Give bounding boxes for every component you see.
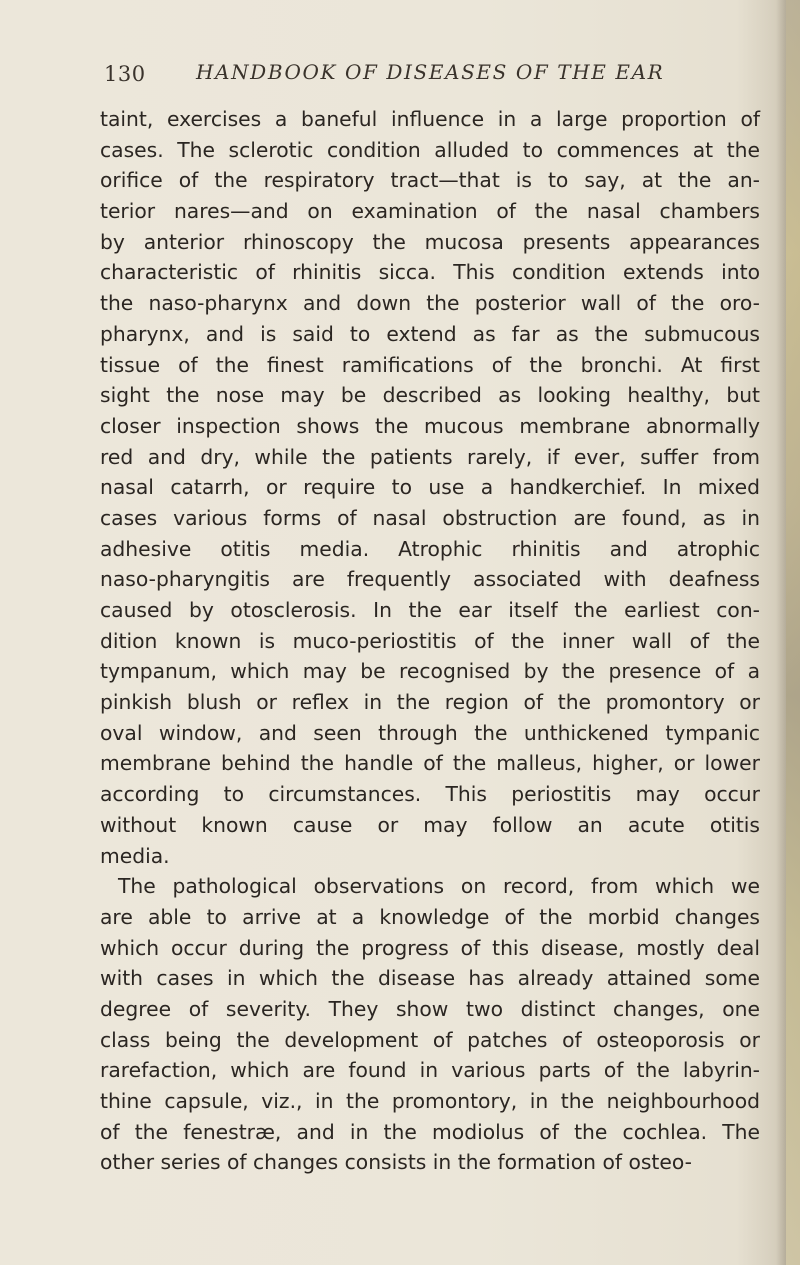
text-line: tissue of the finest ramifications of the bronchi. At first	[100, 352, 760, 377]
text-line: other series of changes consists in the formation of osteo-	[100, 1150, 692, 1175]
text-line: caused by otosclerosis. In the ear itself the earliest con-	[100, 598, 760, 622]
text-line: with cases in which the disease has already attained some	[100, 966, 760, 991]
text-line: orifice of the respiratory tract—that is to say, at the an-	[100, 168, 760, 193]
text-line: cases various forms of nasal obstruction are found, as in	[100, 505, 760, 530]
text-line: class being the development of patches of osteoporosis or	[100, 1027, 760, 1052]
text-line: adhesive otitis media. Atrophic rhinitis and atrophic	[100, 536, 760, 561]
page-gutter-shadow	[776, 0, 786, 1265]
text-line: characteristic of rhinitis sicca. This condition extends into	[100, 260, 760, 285]
text-line: are able to arrive at a knowledge of the morbid changes	[100, 904, 760, 929]
text-line: oval window, and seen through the unthickened tympanic	[100, 720, 760, 745]
text-line: according to circumstances. This periostitis may occur	[100, 782, 760, 807]
page-edge	[786, 0, 800, 1265]
text-line: which occur during the progress of this disease, mostly deal	[100, 935, 760, 960]
text-line: of the fenestræ, and in the modiolus of the cochlea. The	[100, 1119, 760, 1144]
text-line: rarefaction, which are found in various parts of the labyrin-	[100, 1058, 760, 1083]
text-line: by anterior rhinoscopy the mucosa presents appearances	[100, 229, 760, 254]
text-line: sight the nose may be described as looking healthy, but	[100, 383, 760, 408]
text-line: red and dry, while the patients rarely, if ever, suffer from	[100, 444, 760, 469]
body-text	[100, 104, 760, 1178]
paragraph-start-line: The pathological observations on record, from which we	[118, 874, 760, 899]
text-line: nasal catarrh, or require to use a handkerchief. In mixed	[100, 475, 760, 500]
text-line: cases. The sclerotic condition alluded to commences at the	[100, 137, 760, 162]
text-line: dition known is muco-periostitis of the inner wall of the	[100, 628, 760, 653]
text-line: pharynx, and is said to extend as far as the submucous	[100, 321, 760, 346]
text-line: closer inspection shows the mucous membrane abnormally	[100, 413, 760, 438]
text-line: membrane behind the handle of the malleus, higher, or lower	[100, 751, 760, 776]
text-line: terior nares—and on examination of the nasal chambers	[100, 199, 760, 224]
text-line: tympanum, which may be recognised by the presence of a	[100, 659, 760, 684]
text-line: degree of severity. They show two distinct changes, one	[100, 996, 760, 1021]
text-line: pinkish blush or reflex in the region of the promontory or	[100, 690, 760, 715]
text-line: without known cause or may follow an acute otitis	[100, 812, 760, 837]
text-line: naso-pharyngitis are frequently associated with deafness	[100, 567, 760, 592]
running-title: HANDBOOK OF DISEASES OF THE EAR	[196, 60, 665, 84]
paragraph-end-line: media.	[100, 843, 170, 868]
text-line: thine capsule, viz., in the promontory, in the neighbourhood	[100, 1089, 760, 1113]
page-number: 130	[104, 62, 146, 86]
running-head	[104, 60, 744, 90]
text-line: the naso-pharynx and down the posterior wall of the oro-	[100, 291, 760, 316]
text-line: taint, exercises a baneful influence in a large proportion of	[100, 107, 760, 131]
